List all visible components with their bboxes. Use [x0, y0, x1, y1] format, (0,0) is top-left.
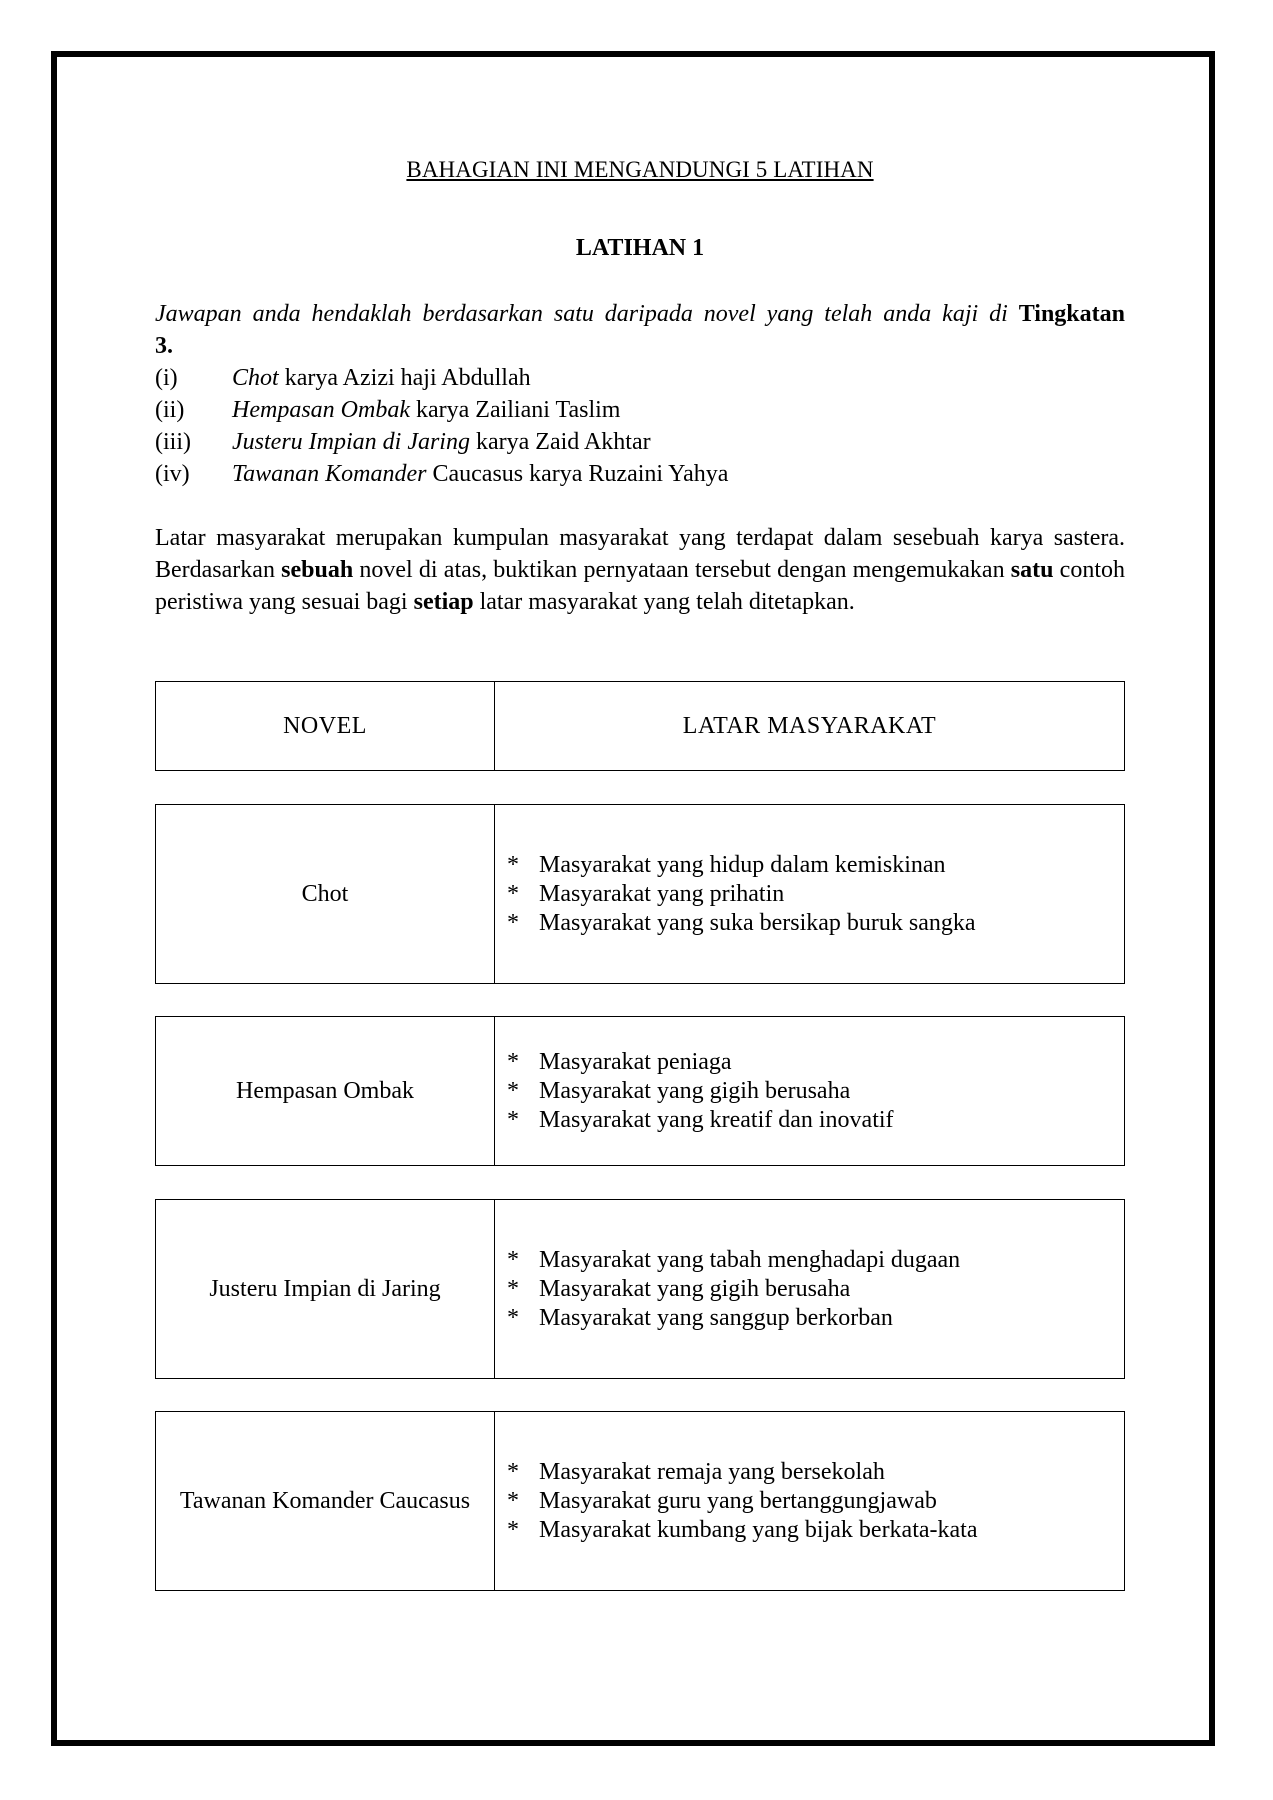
latar-list [495, 1048, 987, 1135]
list-entry [232, 426, 651, 458]
latar-cell [495, 1200, 1124, 1378]
instruction-italic: Jawapan anda hendaklah berdasarkan satu daripada novel yang telah anda kaji di [155, 301, 1008, 327]
table-row [155, 1016, 1125, 1166]
novel-title: Chot [232, 365, 279, 391]
latar-item [507, 1077, 987, 1106]
bullet-star: * [507, 1516, 519, 1543]
latar-list [495, 1246, 987, 1333]
latar-item [507, 851, 987, 880]
bullet-star: * [507, 1048, 519, 1075]
bullet-star: * [507, 1458, 519, 1485]
latar-list [495, 1458, 987, 1545]
latar-text: Masyarakat guru yang bertanggungjawab [539, 1487, 937, 1514]
latar-item [507, 1458, 987, 1487]
novel-author: karya Zaid Akhtar [469, 429, 651, 455]
latar-list [495, 851, 987, 938]
novel-author: Caucasus karya Ruzaini Yahya [426, 461, 729, 487]
novel-list-item [155, 362, 1125, 394]
novel-cell: Tawanan Komander Caucasus [156, 1412, 495, 1590]
novel-cell: Chot [156, 805, 495, 983]
table-row [155, 804, 1125, 984]
bullet-star: * [507, 909, 519, 936]
latar-item [507, 909, 987, 938]
latar-text: Masyarakat remaja yang bersekolah [539, 1458, 885, 1485]
bullet-star: * [507, 1106, 519, 1133]
table-row [155, 1199, 1125, 1379]
latar-item [507, 1048, 987, 1077]
novel-list-item [155, 458, 1125, 490]
instruction-bold-word: Tingkatan [1018, 301, 1125, 327]
list-number: (ii) [155, 397, 185, 423]
bullet-star: * [507, 1275, 519, 1302]
latar-text: Masyarakat yang tabah menghadapi dugaan [539, 1246, 961, 1273]
latar-item [507, 1106, 987, 1135]
exercise-title: LATIHAN 1 [575, 235, 705, 261]
paragraph-bold: sebuah [281, 557, 354, 583]
novel-list-item [155, 394, 1125, 426]
bullet-star: * [507, 1077, 519, 1104]
latar-text: Masyarakat yang kreatif dan inovatif [539, 1106, 894, 1133]
latar-cell [495, 805, 1124, 983]
latar-text: Masyarakat yang hidup dalam kemiskinan [539, 851, 946, 878]
latar-text: Masyarakat yang sanggup berkorban [539, 1304, 893, 1331]
novel-author: karya Zailiani Taslim [409, 397, 621, 423]
latar-cell [495, 1412, 1124, 1590]
table-header [155, 681, 1125, 771]
list-entry [232, 458, 728, 490]
latar-text: Masyarakat peniaga [539, 1048, 732, 1075]
list-entry [232, 362, 531, 394]
bullet-star: * [507, 851, 519, 878]
bullet-star: * [507, 1304, 519, 1331]
section-heading: BAHAGIAN INI MENGANDUNGI 5 LATIHAN [406, 157, 874, 182]
list-entry [232, 394, 620, 426]
table-row [155, 1411, 1125, 1591]
paragraph-bold: satu [1010, 557, 1054, 583]
novel-cell: Hempasan Ombak [156, 1017, 495, 1165]
latar-item [507, 1487, 987, 1516]
latar-text: Masyarakat yang gigih berusaha [539, 1275, 851, 1302]
paragraph-text: contoh peristiwa yang sesuai bagi [155, 557, 1126, 615]
paragraph-text: novel di atas, buktikan pernyataan tersebut dengan mengemukakan [353, 557, 1011, 583]
paragraph-bold: setiap [413, 589, 474, 615]
list-number: (i) [155, 365, 178, 391]
header-novel: NOVEL [156, 682, 495, 770]
novel-title: Justeru Impian di Jaring [232, 429, 470, 455]
novel-cell: Justeru Impian di Jaring [156, 1200, 495, 1378]
paragraph-text: Latar masyarakat merupakan kumpulan masyarakat yang terdapat dalam sesebuah karya sastera. Berdasarkan [155, 525, 1125, 583]
novel-list-item [155, 426, 1125, 458]
novel-author: karya Azizi haji Abdullah [278, 365, 531, 391]
paragraph-text: latar masyarakat yang telah ditetapkan. [473, 589, 855, 615]
latar-item [507, 1516, 987, 1545]
latar-item [507, 1304, 987, 1333]
latar-text: Masyarakat yang gigih berusaha [539, 1077, 851, 1104]
latar-cell [495, 1017, 1124, 1165]
latar-text: Masyarakat kumbang yang bijak berkata-kata [539, 1516, 978, 1543]
question-paragraph [155, 522, 1125, 618]
latar-item [507, 1246, 987, 1275]
latar-item [507, 880, 987, 909]
bullet-star: * [507, 1246, 519, 1273]
bullet-star: * [507, 1487, 519, 1514]
list-number: (iv) [155, 461, 190, 487]
instruction-bold-end: 3. [155, 333, 173, 359]
latar-text: Masyarakat yang prihatin [539, 880, 785, 907]
list-number: (iii) [155, 429, 191, 455]
instruction-text [155, 298, 1125, 330]
novel-title: Hempasan Ombak [232, 397, 410, 423]
novel-list [155, 362, 1125, 490]
novel-title: Tawanan Komander [232, 461, 427, 487]
header-latar: LATAR MASYARAKAT [682, 712, 937, 739]
latar-item [507, 1275, 987, 1304]
bullet-star: * [507, 880, 519, 907]
latar-text: Masyarakat yang suka bersikap buruk sangka [539, 909, 976, 936]
